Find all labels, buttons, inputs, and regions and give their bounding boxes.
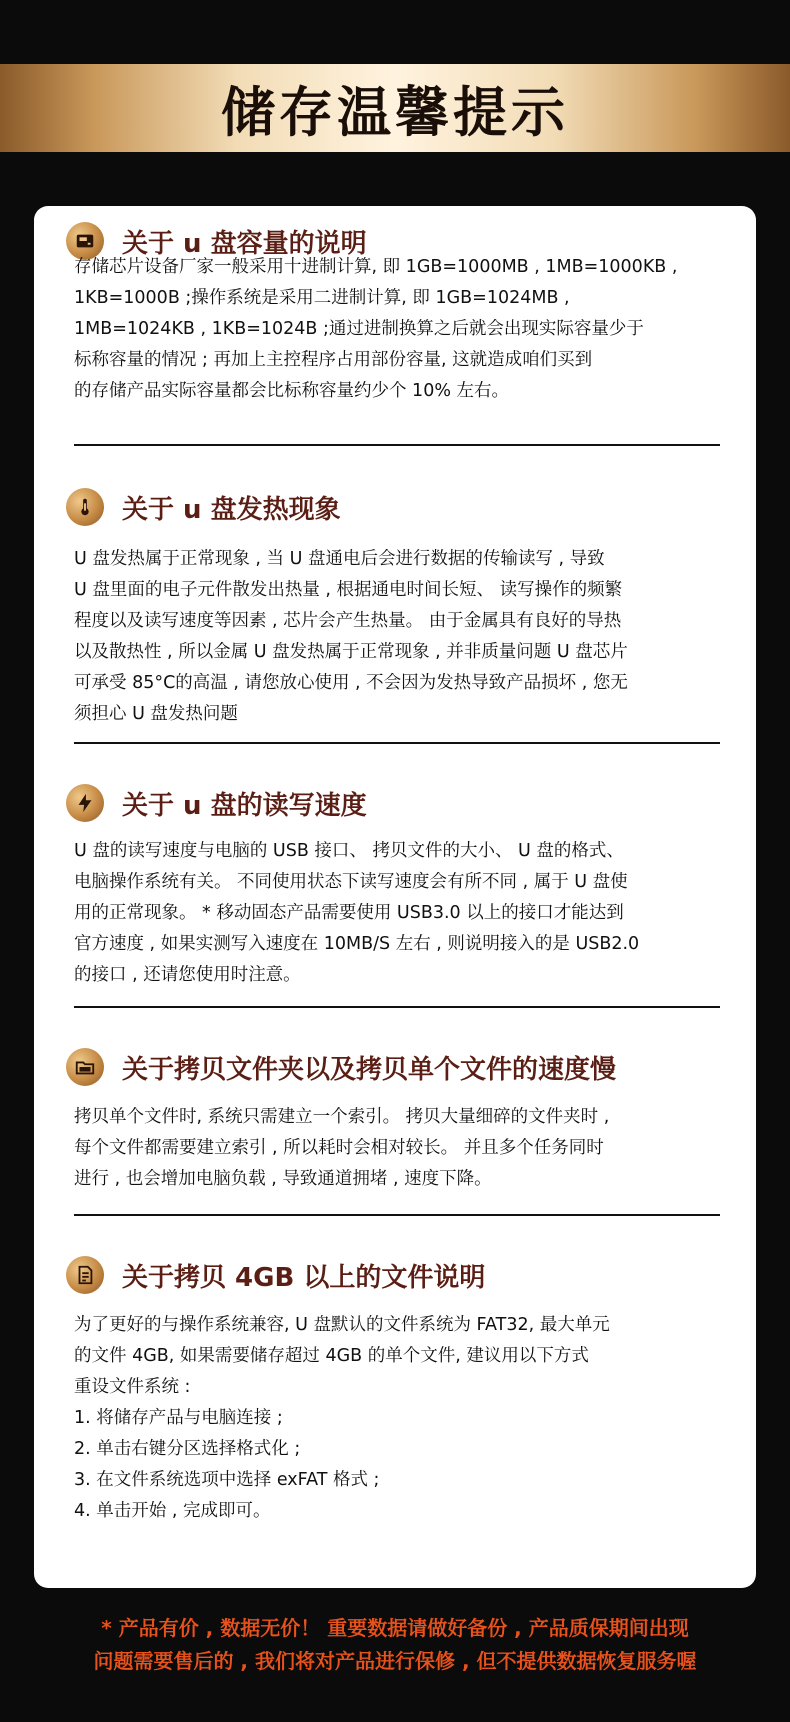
- body-line: 4. 单击开始 , 完成即可。: [74, 1501, 271, 1521]
- page-title: 储存温馨提示: [221, 80, 569, 144]
- divider: [74, 444, 720, 446]
- body-line: 2. 单击右键分区选择格式化 ;: [74, 1439, 301, 1459]
- body-line: 重设文件系统 :: [74, 1377, 191, 1397]
- thermometer-icon: [66, 488, 104, 526]
- footer-notice: [0, 1612, 790, 1678]
- body-line: 1KB=1000B ;操作系统是采用二进制计算, 即 1GB=1024MB ,: [74, 288, 570, 308]
- section-body: [74, 544, 734, 730]
- section-title: 关于 u 盘的读写速度: [122, 790, 367, 821]
- body-line: 的存储产品实际容量都会比标称容量约少个 10% 左右。: [74, 381, 510, 401]
- body-line: 为了更好的与操作系统兼容, U 盘默认的文件系统为 FAT32, 最大单元: [74, 1315, 610, 1335]
- body-line: 3. 在文件系统选项中选择 exFAT 格式 ;: [74, 1470, 380, 1490]
- divider: [74, 742, 720, 744]
- section-header: [66, 1048, 616, 1086]
- body-line: 的文件 4GB, 如果需要储存超过 4GB 的单个文件, 建议用以下方式: [74, 1346, 589, 1366]
- body-line: 1. 将储存产品与电脑连接 ;: [74, 1408, 283, 1428]
- body-line: 可承受 85°C的高温 , 请您放心使用 , 不会因为发热导致产品损坏 , 您无: [74, 673, 628, 693]
- body-line: 的接口 , 还请您使用时注意。: [74, 965, 301, 985]
- footer-line: 问题需要售后的 , 我们将对产品进行保修 , 但不提供数据恢复服务喔: [93, 1649, 697, 1673]
- body-line: U 盘发热属于正常现象 , 当 U 盘通电后会进行数据的传输读写 , 导致: [74, 549, 605, 569]
- body-line: 电脑操作系统有关。 不同使用状态下读写速度会有所不同 , 属于 U 盘使: [74, 872, 628, 892]
- section-body: [74, 252, 734, 407]
- section-header: [66, 488, 341, 526]
- section-title: 关于 u 盘容量的说明: [122, 228, 367, 259]
- divider: [74, 1214, 720, 1216]
- body-line: 用的正常现象。 * 移动固态产品需要使用 USB3.0 以上的接口才能达到: [74, 903, 624, 923]
- body-line: U 盘的读写速度与电脑的 USB 接口、 拷贝文件的大小、 U 盘的格式、: [74, 841, 624, 861]
- content-card: [34, 206, 756, 1588]
- section-header: [66, 784, 367, 822]
- section-body: [74, 1102, 734, 1195]
- lightning-icon: [66, 784, 104, 822]
- body-line: 以及散热性 , 所以金属 U 盘发热属于正常现象 , 并非质量问题 U 盘芯片: [74, 642, 628, 662]
- body-line: 进行 , 也会增加电脑负载 , 导致通道拥堵 , 速度下降。: [74, 1169, 492, 1189]
- body-line: 官方速度 , 如果实测写入速度在 10MB/S 左右 , 则说明接入的是 USB2.0: [74, 934, 640, 954]
- body-line: 1MB=1024KB , 1KB=1024B ;通过进制换算之后就会出现实际容量少于: [74, 319, 644, 339]
- body-line: 拷贝单个文件时, 系统只需建立一个索引。 拷贝大量细碎的文件夹时 ,: [74, 1107, 610, 1127]
- footer-line: * 产品有价 , 数据无价！ 重要数据请做好备份 , 产品质保期间出现: [101, 1616, 689, 1640]
- section-body: [74, 836, 734, 991]
- document-icon: [66, 1256, 104, 1294]
- body-line: 每个文件都需要建立索引 , 所以耗时会相对较长。 并且多个任务同时: [74, 1138, 604, 1158]
- body-line: 标称容量的情况 ; 再加上主控程序占用部份容量, 这就造成咱们买到: [74, 350, 593, 370]
- body-line: 须担心 U 盘发热问题: [74, 704, 238, 724]
- divider: [74, 1006, 720, 1008]
- section-body: [74, 1310, 734, 1527]
- folder-icon: [66, 1048, 104, 1086]
- body-line: U 盘里面的电子元件散发出热量 , 根据通电时间长短、 读写操作的频繁: [74, 580, 623, 600]
- section-header: [66, 1256, 485, 1294]
- body-line: 程度以及读写速度等因素 , 芯片会产生热量。 由于金属具有良好的导热: [74, 611, 622, 631]
- section-title: 关于拷贝 4GB 以上的文件说明: [122, 1262, 486, 1293]
- title-banner: [0, 64, 790, 152]
- section-title: 关于 u 盘发热现象: [122, 494, 341, 525]
- body-line: 存储芯片设备厂家一般采用十进制计算, 即 1GB=1000MB , 1MB=1000KB ,: [74, 257, 678, 277]
- section-title: 关于拷贝文件夹以及拷贝单个文件的速度慢: [122, 1054, 617, 1085]
